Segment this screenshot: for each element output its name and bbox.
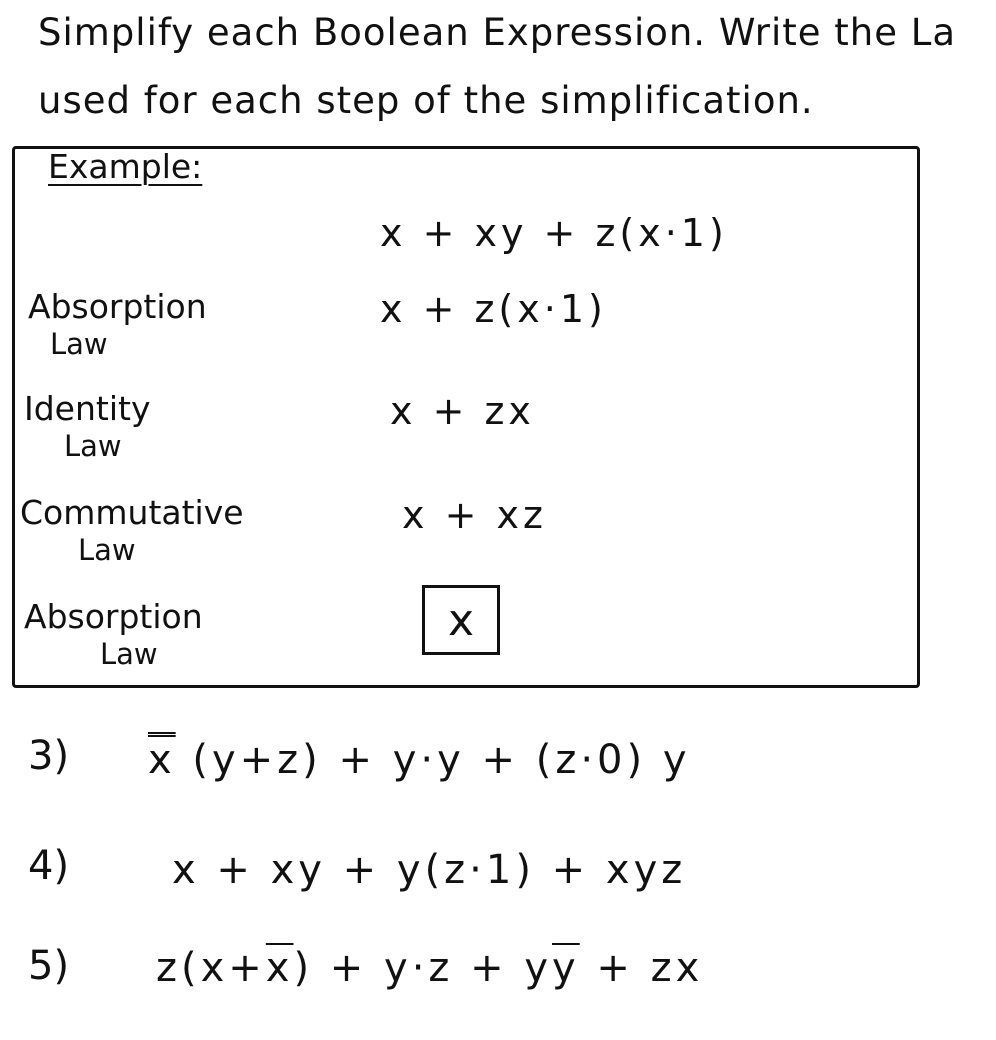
step-3-law-name: Commutative	[20, 493, 244, 532]
example-label: Example:	[48, 147, 203, 186]
problem-4-number: 4)	[28, 843, 70, 889]
instruction-line-1: Simplify each Boolean Expression. Write the La	[38, 11, 957, 54]
step-2-law-name: Identity	[24, 389, 151, 428]
problem-3-number: 3)	[28, 733, 70, 779]
step-1-law-name: Absorption	[28, 287, 207, 326]
problem-3-expression	[148, 737, 691, 783]
step-2-expression: x + zx	[390, 389, 535, 433]
step-1-expression: x + z(x·1)	[380, 287, 607, 331]
problem-5-negated-x: $\overline{x}$	[265, 945, 294, 991]
step-4-law-word: Law	[100, 637, 158, 671]
problem-5-negated-y: $\overline{y}$	[552, 945, 580, 991]
step-4-law-name: Absorption	[24, 597, 203, 636]
problem-3-rest: (y+z) + y·y + (z·0) y	[175, 737, 691, 783]
final-answer-box	[422, 585, 500, 655]
final-answer: x	[447, 594, 475, 646]
instruction-line-2: used for each step of the simplification.	[38, 79, 814, 122]
problem-5-expression	[156, 945, 704, 991]
step-3-law-word: Law	[78, 533, 136, 567]
problem-5-part-e: + zx	[579, 945, 704, 991]
problem-3-double-negated-x: x	[148, 737, 176, 783]
step-2-law-word: Law	[64, 429, 122, 463]
example-start-expression: x + xy + z(x·1)	[380, 211, 728, 255]
step-1-law-word: Law	[50, 327, 108, 361]
step-3-expression: x + xz	[402, 493, 547, 537]
problem-5-part-a: z(x+	[156, 945, 266, 991]
problem-4-expression: x + xy + y(z·1) + xyz	[172, 847, 687, 893]
problem-5-number: 5)	[28, 943, 70, 989]
problem-5-part-c: ) + y·z + y	[293, 945, 553, 991]
